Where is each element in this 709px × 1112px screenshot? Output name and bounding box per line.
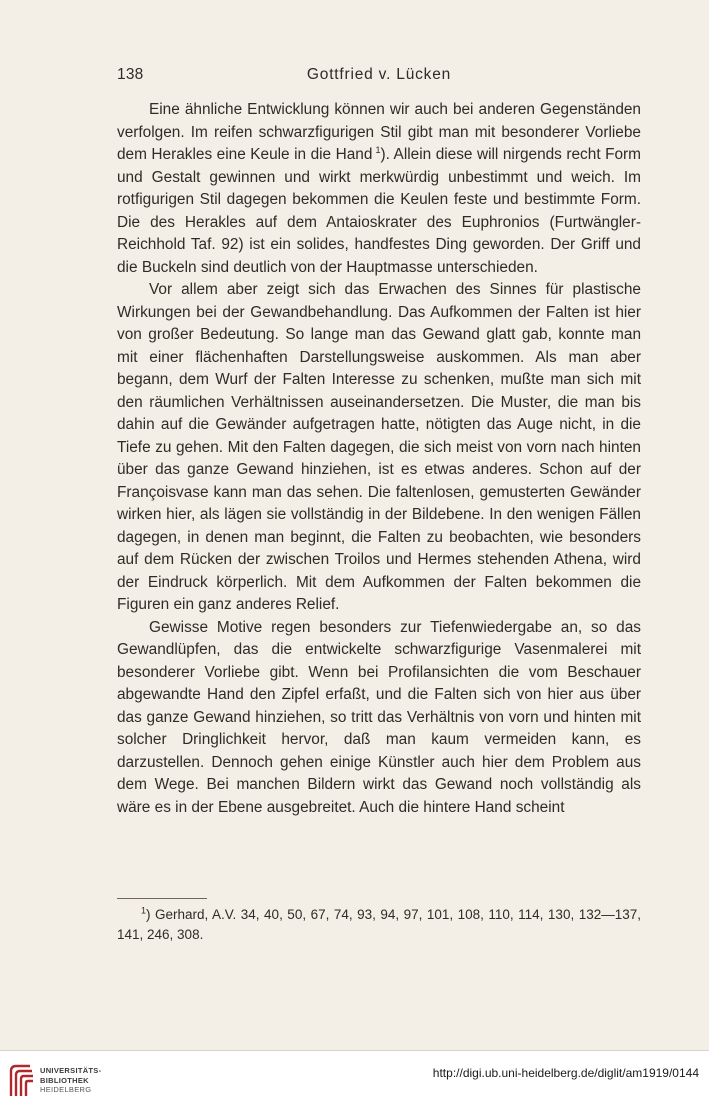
library-name-line-3: HEIDELBERG [40,1085,92,1094]
library-name-line-2: BIBLIOTHEK [40,1075,89,1085]
library-name [40,1066,101,1095]
footnote [117,905,641,945]
body-text [117,99,641,819]
library-seal-icon [8,1063,36,1099]
viewer-footer [0,1050,709,1112]
page-number: 138 [117,66,144,83]
paragraph-3: Gewisse Motive regen besonders zur Tiefenwiedergabe an, so das Gewandlüpfen, das die entwickelte schwarzfigurige Vasenmalerei mit besonderer Vorliebe gibt. Wenn bei Profilansichten die vom Beschauer abgewandte Hand den Zipfel erfaßt, und die Falten sich von hier aus über das ganze Gewand hinziehen, so tritt das Verhältnis von vorn und hinten mit solcher Dringlichkeit hervor, daß man kaum vermeiden kann, es darzustellen. Dennoch gehen einige Künstler auch hier dem Problem aus dem Wege. Bei manchen Bildern wirkt das Gewand noch vollständig als wäre es in der Ebene ausgebreitet. Auch die hintere Hand scheint [117,618,641,816]
footnote-divider [117,898,207,899]
running-title: Gottfried v. Lücken [306,66,452,83]
permalink-url[interactable]: http://digi.ub.uni-heidelberg.de/diglit/am1919/0144 [432,1066,699,1080]
paragraph-1-text-a: Eine ähnliche Entwicklung können wir auch bei anderen Gegenständen verfolgen. Im reifen schwarzfigurigen Stil gibt man mit besonderer Vorliebe dem Herakles eine Keule in die Hand [117,101,641,163]
paragraph-2: Vor allem aber zeigt sich das Erwachen des Sinnes für plastische Wirkungen bei der Gewandbehandlung. Das Aufkommen der Falten ist hier von großer Bedeutung. So lange man das Gewand glatt gab, konnte man mit einer flächenhaften Darstellungsweise auskommen. Als man aber begann, dem Wurf der Falten Interesse zu schenken, mußte man sich mit den räumlichen Verhältnissen auseinandersetzen. Die Muster, die man bis dahin auf die Gewänder aufgetragen hatte, nötigten das Auge nicht, in die Tiefe zu gehen. Mit den Falten dagegen, die sich meist von vorn nach hinten über das ganze Gewand hinziehen, ist es etwas anderes. Schon auf der Françoisvase kann man das sehen. Die faltenlosen, gemusterten Gewänder wirken hier, als lägen sie vollständig in der Bildebene. In den wenigen Fällen dagegen, in denen man beginnt, die Falten zu beobachten, wie besonders auf dem Rücken der zwischen Troilos und Hermes stehenden Athena, wird der Eindruck körperlich. Mit dem Aufkommen der Falten bekommen die Figuren ein ganz anderes Relief. [117,281,641,613]
footnote-text: ) Gerhard, A.V. 34, 40, 50, 67, 74, 93, 94, 97, 101, 108, 110, 114, 130, 132—137, 141, 246, 308. [117,907,641,942]
library-name-line-1: UNIVERSITÄTS- [40,1066,102,1075]
footnote-reference[interactable]: 1 [375,144,381,155]
paragraph-1-text-b: ). Allein diese will nirgends recht Form und Gestalt gewinnen und wirkt merkwürdig unbestimmt und weich. Im rotfigurigen Stil dagegen bekommen die Keulen feste und bestimmte Form. Die des Herakles auf dem Antaioskrater des Euphronios (Furtwängler-Reichhold Taf. 92) ist ein solides, handfestes Ding geworden. Der Griff und die Buckeln sind deutlich von der Hauptmasse unterschieden. [117,146,641,276]
running-head [117,66,641,88]
library-logo[interactable] [8,1063,168,1103]
paragraph-1 [117,99,641,279]
footnote-marker: 1 [141,905,147,916]
